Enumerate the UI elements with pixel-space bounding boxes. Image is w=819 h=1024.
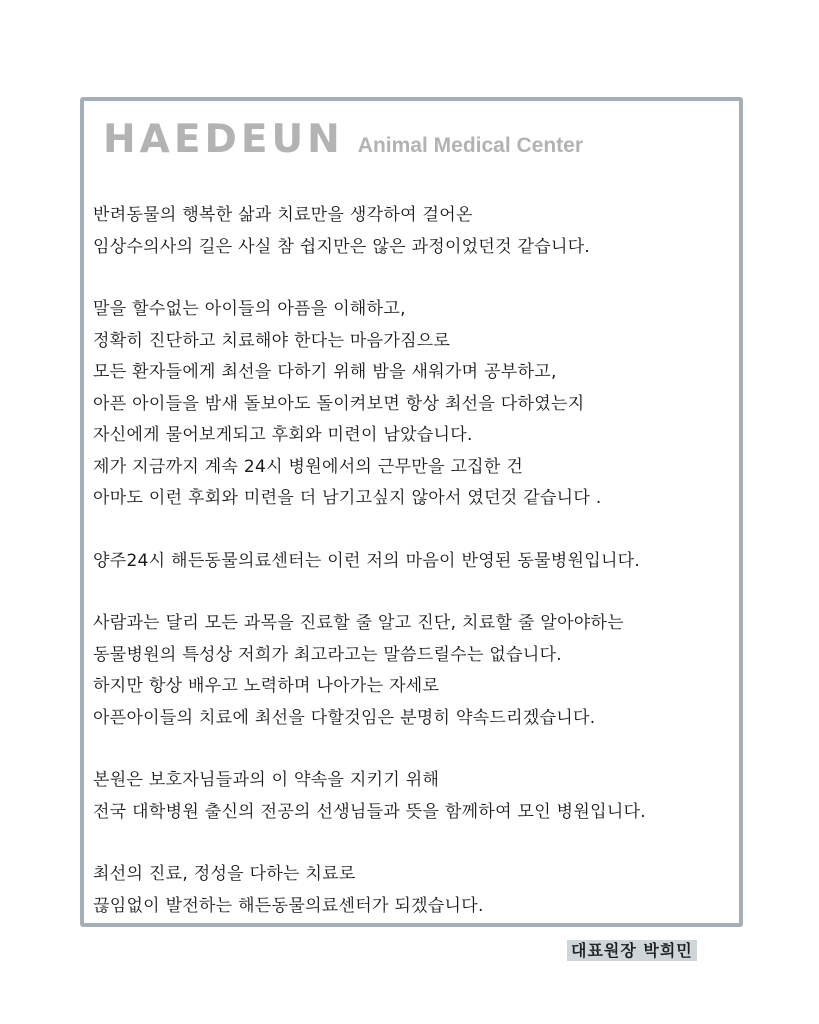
letter-line: 사람과는 달리 모든 과목을 진료할 줄 알고 진단, 치료할 줄 알아야하는 [93, 613, 624, 633]
letter-line: 반려동물의 행복한 삶과 치료만을 생각하여 걸어온 [93, 205, 473, 225]
letter-line: 동물병원의 특성상 저희가 최고라고는 말씀드릴수는 없습니다. [93, 644, 562, 665]
letter-line: 모든 환자들에게 최선을 다하기 위해 밤을 새워가며 공부하고, [93, 362, 557, 382]
paragraph [93, 608, 753, 734]
letter-line: 최선의 진료, 정성을 다하는 치료로 [93, 864, 356, 884]
letter-line: 본원은 보호자님들과의 이 약속을 지키기 위해 [93, 770, 440, 790]
letter-line: 끊임없이 발전하는 해든동물의료센터가 되겠습니다. [93, 895, 484, 916]
letter-body [93, 200, 753, 953]
letter-line: 전국 대학병원 출신의 전공의 선생님들과 뜻을 함께하여 모인 병원입니다. [93, 801, 646, 822]
letter-header [103, 117, 584, 162]
paragraph [93, 200, 753, 263]
paragraph [93, 546, 753, 578]
paragraph [93, 765, 753, 828]
letter-line: 정확히 진단하고 치료해야 한다는 마음가짐으로 [93, 330, 451, 351]
paragraph [93, 859, 753, 922]
letter-line: 양주24시 해든동물의료센터는 이런 저의 마음이 반영된 동물병원입니다. [93, 550, 641, 571]
paragraph [93, 294, 753, 515]
letter-line: 하지만 항상 배우고 노력하며 나아가는 자세로 [93, 676, 440, 696]
brand-subtitle: Animal Medical Center [357, 134, 584, 157]
letter-line: 임상수의사의 길은 사실 참 쉽지만은 않은 과정이었던것 같습니다. [93, 236, 591, 257]
letter-line: 자신에게 물어보게되고 후회와 미련이 남았습니다. [93, 425, 473, 445]
letter-line: 아픈 아이들을 밤새 돌보아도 돌이켜보면 항상 최선을 다하였는지 [93, 393, 585, 414]
letter-line: 제가 지금까지 계속 24시 병원에서의 근무만을 고집한 건 [93, 456, 524, 477]
letter-line: 아마도 이런 후회와 미련을 더 남기고싶지 않아서 였던것 같습니다 . [93, 488, 602, 508]
letter-line: 말을 할수없는 아이들의 아픔을 이해하고, [93, 299, 406, 319]
signature: 대표원장 박희민 [567, 940, 697, 961]
letter-line: 아픈아이들의 치료에 최선을 다할것임은 분명히 약속드리겠습니다. [93, 707, 596, 728]
brand-logo: HAEDEUN [103, 117, 344, 162]
